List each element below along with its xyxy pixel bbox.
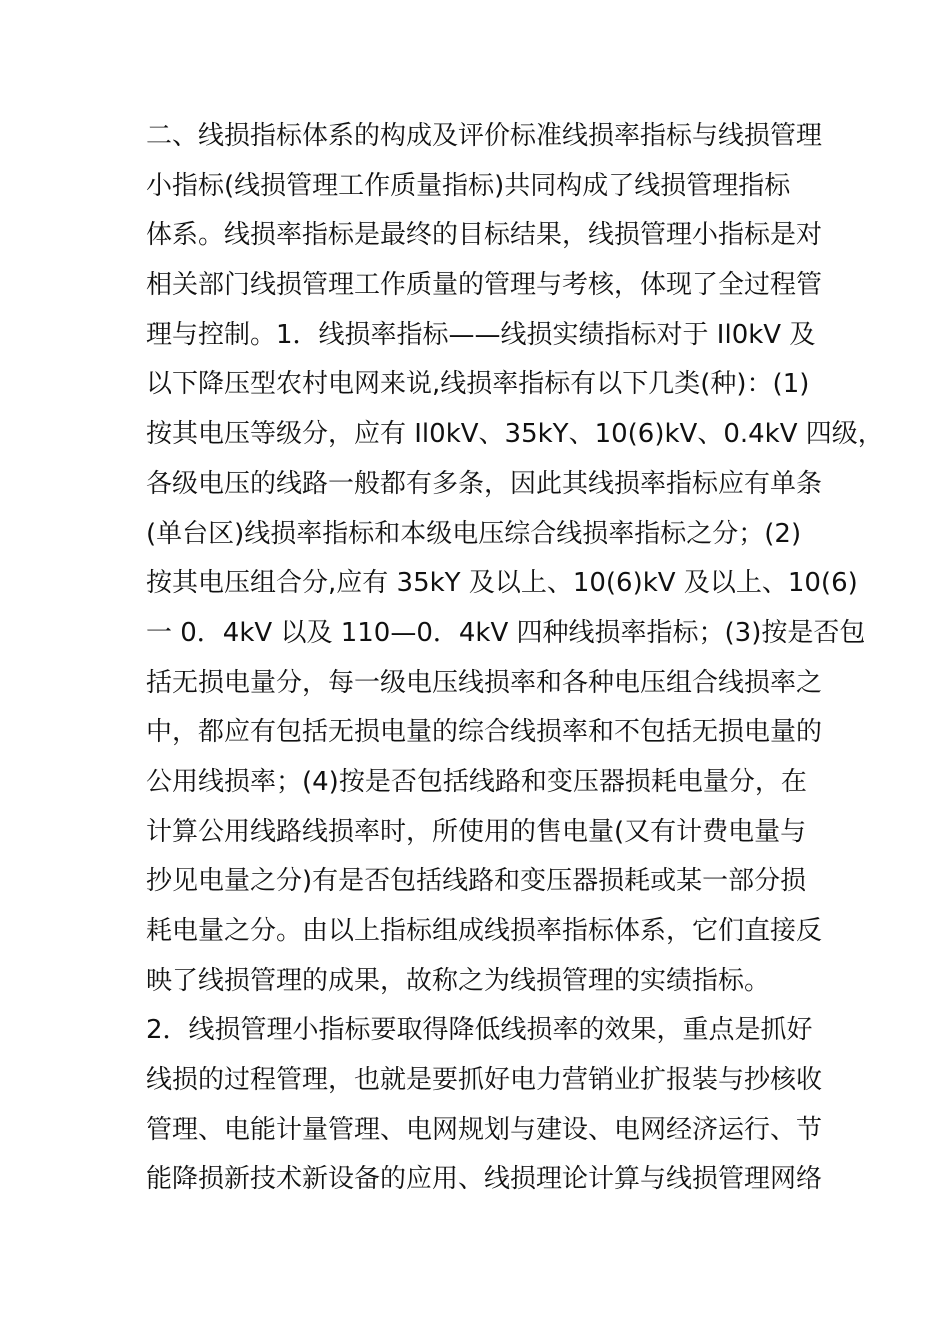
text-line-13: 中，都应有包括无损电量的综合线损率和不包括无损电量的 <box>146 717 823 748</box>
text-line-8: 各级电压的线路一般都有多条，因此其线损率指标应有单条 <box>146 468 823 499</box>
text-line-5: 理与控制。1．线损率指标——线损实绩指标对于 Il0kV 及 <box>146 319 816 350</box>
text-line-3: 体系。线损率指标是最终的目标结果，线损管理小指标是对 <box>146 220 823 251</box>
text-line-19: 2．线损管理小指标要取得降低线损率的效果，重点是抓好 <box>146 1015 813 1046</box>
text-line-1: 二、线损指标体系的构成及评价标准线损率指标与线损管理 <box>146 121 823 151</box>
text-line-20: 线损的过程管理，也就是要抓好电力营销业扩报装与抄核收 <box>146 1065 823 1096</box>
text-line-21: 管理、电能计量管理、电网规划与建设、电网经济运行、节 <box>146 1114 823 1145</box>
text-line-17: 耗电量之分。由以上指标组成线损率指标体系，它们直接反 <box>146 916 823 946</box>
text-line-10: 按其电压组合分,应有 35kY 及以上、10(6)kV 及以上、10(6) <box>146 568 858 599</box>
text-line-9: (单台区)线损率指标和本级电压综合线损率指标之分；(2) <box>146 518 802 549</box>
body-text <box>146 112 884 1205</box>
text-line-14: 公用线损率；(4)按是否包括线路和变压器损耗电量分，在 <box>146 766 807 797</box>
text-line-2: 小指标(线损管理工作质量指标)共同构成了线损管理指标 <box>146 170 791 201</box>
text-line-4: 相关部门线损管理工作质量的管理与考核，体现了全过程管 <box>146 270 823 301</box>
text-line-15: 计算公用线路线损率时，所使用的售电量(又有计费电量与 <box>146 816 807 847</box>
text-line-22: 能降损新技术新设备的应用、线损理论计算与线损管理网络 <box>146 1164 823 1195</box>
text-line-12: 括无损电量分，每一级电压线损率和各种电压组合线损率之 <box>146 667 823 698</box>
text-line-18: 映了线损管理的成果，故称之为线损管理的实绩指标。 <box>146 965 771 996</box>
text-line-11: 一 0．4kV 以及 110—0．4kV 四种线损率指标；(3)按是否包 <box>146 617 866 648</box>
text-line-7: 按其电压等级分，应有 Il0kV、35kY、10(6)kV、0.4kV 四级， <box>146 419 884 450</box>
text-line-16: 抄见电量之分)有是否包括线路和变压器损耗或某一部分损 <box>146 866 807 897</box>
text-line-6: 以下降压型农村电网来说,线损率指标有以下几类(种)：(1) <box>146 369 810 400</box>
